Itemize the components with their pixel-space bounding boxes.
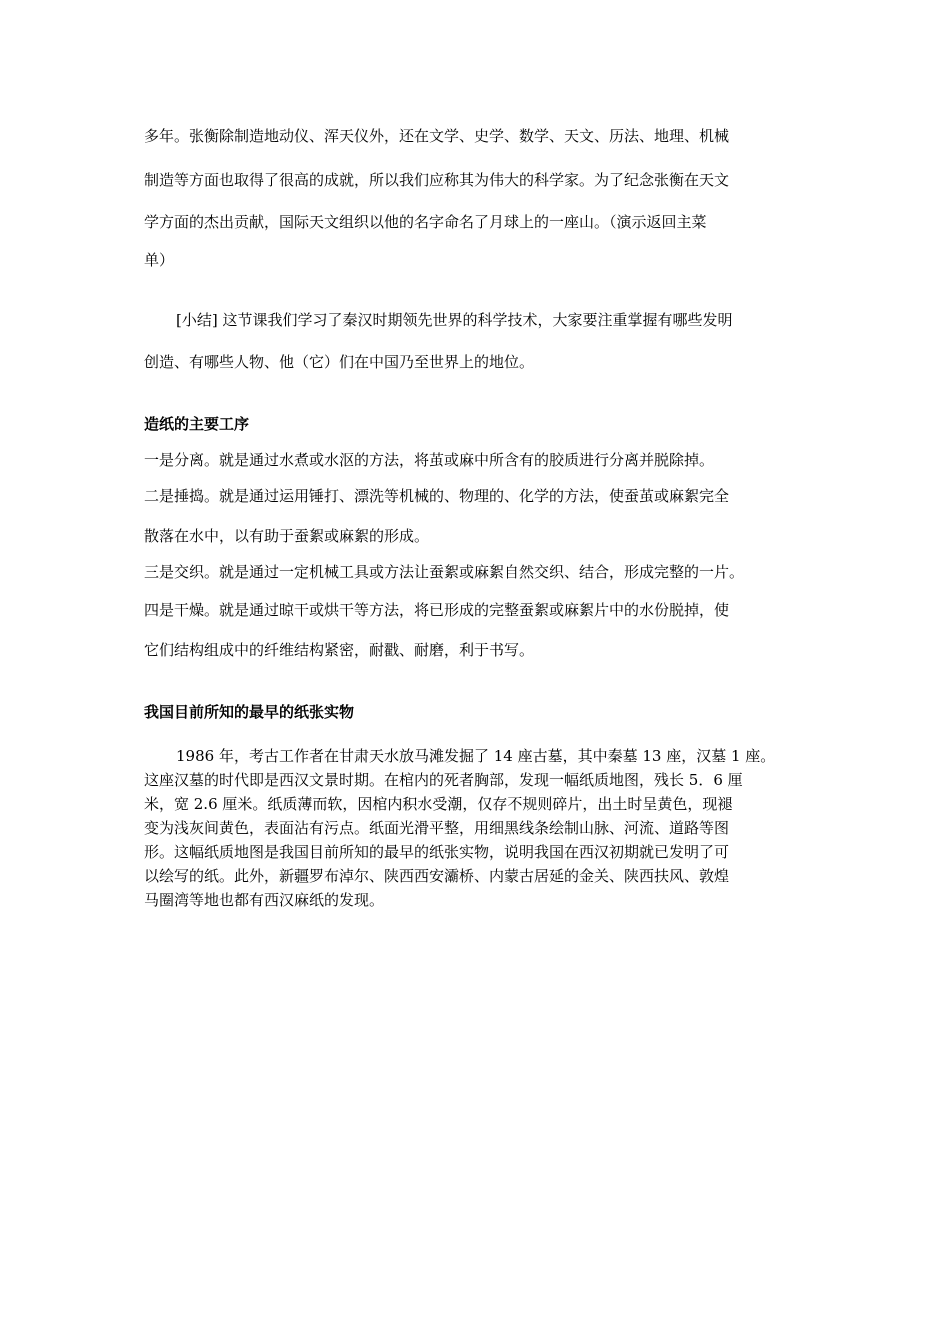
earliest-paper-line: 以绘写的纸。此外，新疆罗布淖尔、陕西西安灞桥、内蒙古居延的金关、陕西扶风、敦煌 — [144, 867, 730, 885]
earliest-paper-line: 变为浅灰间黄色，表面沾有污点。纸面光滑平整，用细黑线条绘制山脉、河流、道路等图 — [144, 819, 730, 837]
earliest-paper-line: 这座汉墓的时代即是西汉文景时期。在棺内的死者胸部，发现一幅纸质地图，残长 5．6 厘 — [144, 771, 743, 789]
intro-line: 多年。张衡除制造地动仪、浑天仪外，还在文学、史学、数学、天文、历法、地理、机械 — [144, 127, 730, 145]
papermaking-line: 一是分离。就是通过水煮或水沤的方法，将茧或麻中所含有的胶质进行分离并脱除掉。 — [144, 451, 715, 469]
intro-line: 学方面的杰出贡献，国际天文组织以他的名字命名了月球上的一座山。（演示返回主菜 — [144, 213, 707, 231]
papermaking-line: 四是干燥。就是通过晾干或烘干等方法，将已形成的完整蚕絮或麻絮片中的水份脱掉，使 — [144, 601, 730, 619]
papermaking-line: 二是捶捣。就是通过运用锤打、漂洗等机械的、物理的、化学的方法，使蚕茧或麻絮完全 — [144, 487, 730, 505]
summary-line: [小结] 这节课我们学习了秦汉时期领先世界的科学技术，大家要注重掌握有哪些发明 — [176, 311, 733, 329]
earliest-paper-line: 形。这幅纸质地图是我国目前所知的最早的纸张实物，说明我国在西汉初期就已发明了可 — [144, 843, 730, 861]
papermaking-line: 三是交织。就是通过一定机械工具或方法让蚕絮或麻絮自然交织、结合，形成完整的一片。 — [144, 563, 745, 581]
earliest-paper-line: 米，宽 2.6 厘米。纸质薄而软，因棺内积水受潮，仅存不规则碎片，出土时呈黄色，现褪 — [144, 795, 733, 813]
earliest-paper-line: 马圈湾等地也都有西汉麻纸的发现。 — [144, 891, 385, 909]
papermaking-line: 它们结构组成中的纤维结构紧密，耐戳、耐磨，利于书写。 — [144, 641, 535, 659]
earliest-paper-heading: 我国目前所知的最早的纸张实物 — [144, 703, 355, 721]
papermaking-heading: 造纸的主要工序 — [144, 415, 250, 433]
summary-line: 创造、有哪些人物、他（它）们在中国乃至世界上的地位。 — [144, 353, 535, 371]
papermaking-line: 散落在水中，以有助于蚕絮或麻絮的形成。 — [144, 527, 430, 545]
intro-line: 制造等方面也取得了很高的成就，所以我们应称其为伟大的科学家。为了纪念张衡在天文 — [144, 171, 730, 189]
earliest-paper-line: 1986 年，考古工作者在甘肃天水放马滩发掘了 14 座古墓，其中秦墓 13 座，汉墓 1 座。 — [176, 747, 776, 765]
intro-line: 单） — [144, 251, 175, 269]
